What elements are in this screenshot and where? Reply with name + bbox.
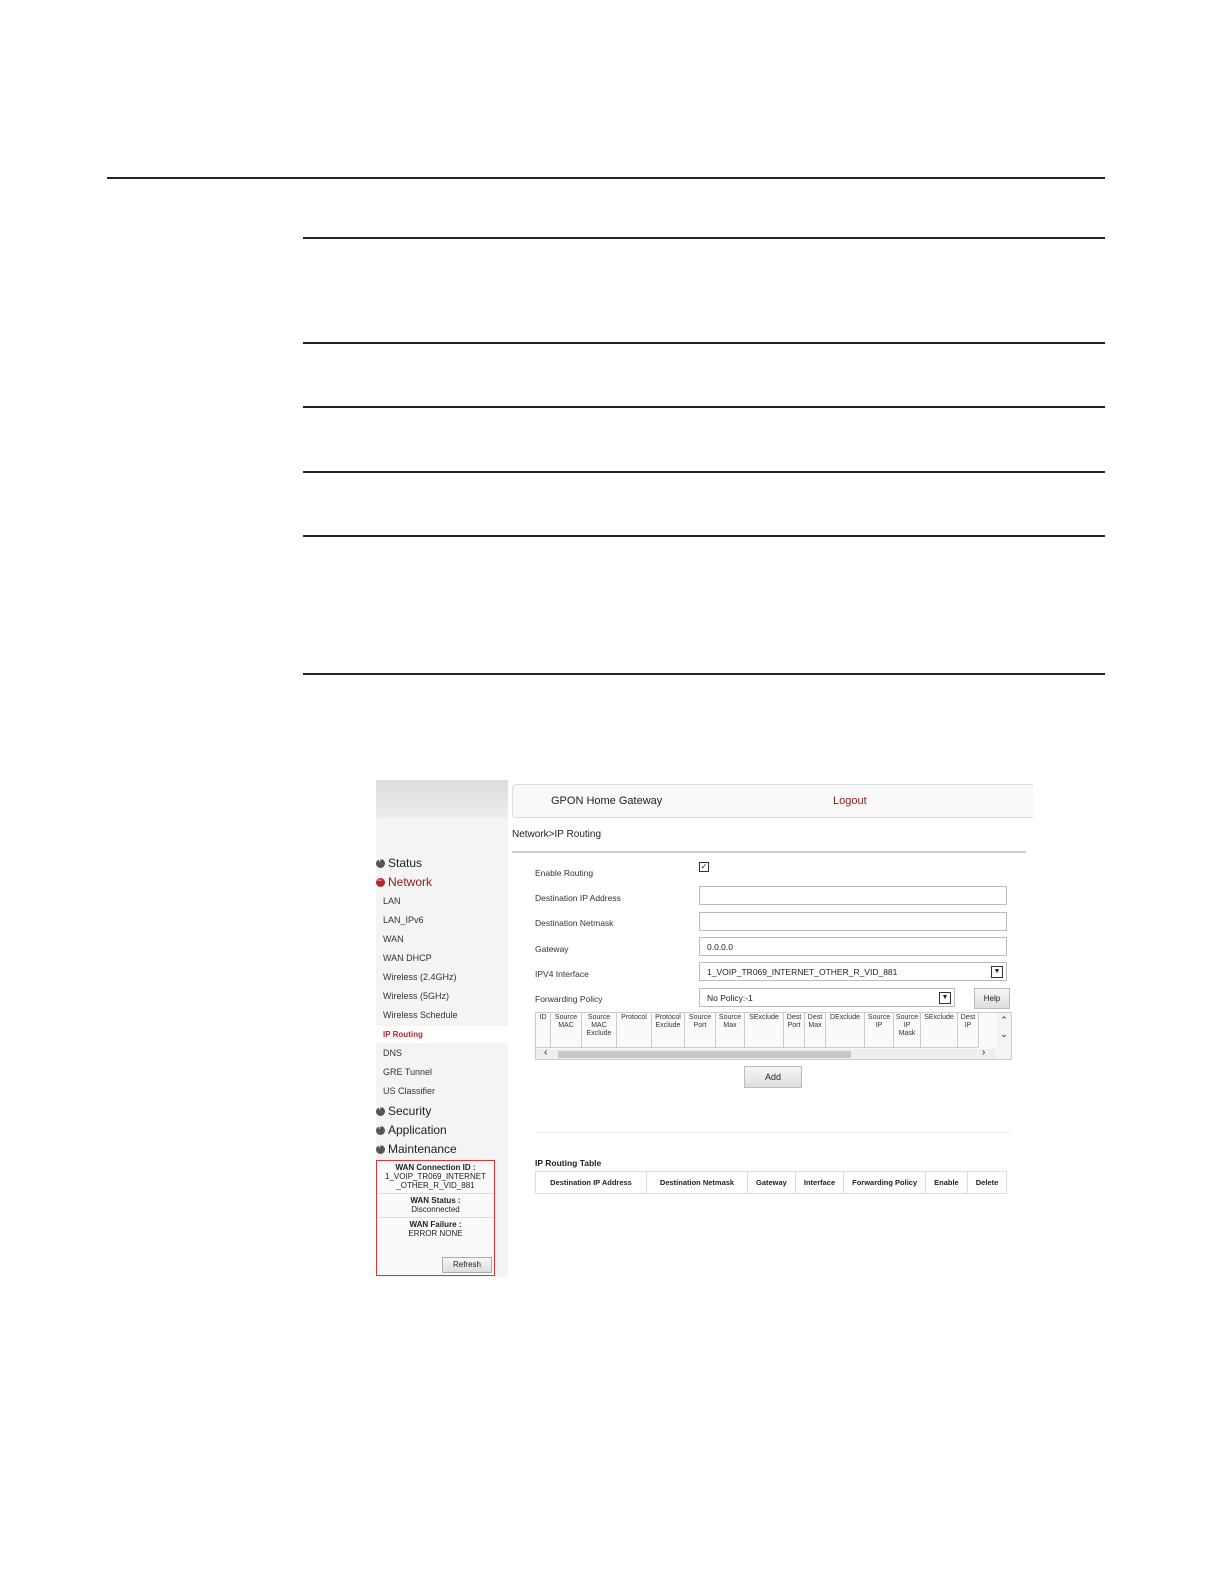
nav-lan[interactable]: LAN — [383, 896, 401, 906]
gateway-input[interactable]: 0.0.0.0 — [699, 937, 1007, 956]
forwarding-policy-select[interactable] — [699, 988, 955, 1007]
rule-1 — [303, 237, 1105, 239]
grid-col-protocol: Protocol — [617, 1013, 652, 1048]
nav-wireless-schedule[interactable]: Wireless Schedule — [383, 1010, 458, 1020]
top-rule — [107, 177, 1105, 179]
sidebar — [376, 780, 508, 1277]
rt-col-forwarding-policy: Forwarding Policy — [844, 1172, 926, 1194]
breadcrumb-divider — [512, 851, 1026, 853]
logout-link[interactable]: Logout — [833, 795, 867, 807]
plus-bullet-icon — [376, 1145, 385, 1154]
wan-connection-value: 1_VOIP_TR069_INTERNET _OTHER_R_VID_881 — [385, 1172, 486, 1190]
wan-failure-section — [377, 1218, 494, 1241]
nav-wireless-5[interactable]: Wireless (5GHz) — [383, 991, 450, 1001]
nav-lan-ipv6[interactable]: LAN_IPv6 — [383, 915, 424, 925]
nav-wireless-24[interactable]: Wireless (2.4GHz) — [383, 972, 457, 982]
router-ui-screenshot — [376, 780, 1032, 1280]
nav-dns[interactable]: DNS — [383, 1048, 403, 1058]
grid-header-row — [536, 1013, 979, 1048]
grid-col-source-max: Source Max — [716, 1013, 745, 1048]
add-button[interactable]: Add — [744, 1066, 802, 1088]
rule-5 — [303, 535, 1105, 537]
rt-col-dest-netmask: Destination Netmask — [647, 1172, 748, 1194]
section-divider — [535, 1132, 1010, 1133]
routing-table — [535, 1171, 1007, 1194]
wan-status-section — [377, 1194, 494, 1218]
grid-col-source-mac-exclude: Source MAC Exclude — [582, 1013, 617, 1048]
rt-col-delete: Delete — [967, 1172, 1007, 1194]
help-button[interactable]: Help — [974, 988, 1010, 1009]
chevron-up-icon: ⌃ — [1000, 1015, 1008, 1025]
rt-col-interface: Interface — [795, 1172, 843, 1194]
minus-bullet-icon — [376, 878, 385, 887]
nav-wan-dhcp[interactable]: WAN DHCP — [383, 953, 432, 963]
dest-ip-input[interactable] — [699, 886, 1007, 905]
nav-status[interactable]: +Status — [376, 856, 422, 870]
grid-col-dest-max: Dest Max — [805, 1013, 826, 1048]
nav-security[interactable]: +Security — [376, 1104, 431, 1118]
scrollbar-thumb[interactable] — [558, 1051, 851, 1058]
rule-4 — [303, 471, 1105, 473]
grid-col-dest-ip: Dest IP — [958, 1013, 979, 1048]
rule-3 — [303, 406, 1105, 408]
ipv4-interface-label: IPV4 Interface — [535, 969, 589, 979]
top-header — [512, 784, 1033, 818]
rt-col-enable: Enable — [926, 1172, 968, 1194]
wan-status-label: WAN Status : — [410, 1196, 461, 1205]
ipv4-interface-select[interactable] — [699, 962, 1007, 981]
enable-routing-checkbox[interactable] — [699, 862, 709, 872]
grid-col-source-port: Source Port — [685, 1013, 716, 1048]
forwarding-policy-value: No Policy:-1 — [707, 993, 753, 1003]
forwarding-policy-label: Forwarding Policy — [535, 994, 603, 1004]
grid-col-dexclude: DExclude — [826, 1013, 865, 1048]
rt-col-gateway: Gateway — [748, 1172, 796, 1194]
rt-col-dest-ip: Destination IP Address — [536, 1172, 647, 1194]
nav-ip-routing[interactable]: IP Routing — [376, 1026, 508, 1043]
wan-failure-label: WAN Failure : — [409, 1220, 462, 1229]
nav-wan[interactable]: WAN — [383, 934, 404, 944]
grid-col-dest-port: Dest Port — [784, 1013, 805, 1048]
breadcrumb: Network>IP Routing — [512, 829, 602, 840]
chevron-left-icon: ‹ — [544, 1047, 548, 1058]
wan-connection-label: WAN Connection ID : — [395, 1163, 476, 1172]
nav-network[interactable]: −Network — [376, 875, 432, 889]
grid-col-source-mac: Source MAC — [551, 1013, 582, 1048]
chevron-down-icon: ▼ — [991, 966, 1003, 978]
sidebar-header — [376, 780, 508, 818]
routing-table-header-row — [536, 1172, 1007, 1194]
horizontal-scrollbar[interactable] — [536, 1049, 996, 1059]
dest-netmask-input[interactable] — [699, 912, 1007, 931]
app-title: GPON Home Gateway — [551, 795, 663, 807]
chevron-down-icon: ⌄ — [1000, 1029, 1008, 1039]
grid-col-id: ID — [536, 1013, 551, 1048]
vertical-scrollbar[interactable] — [997, 1013, 1011, 1059]
plus-bullet-icon — [376, 1107, 385, 1116]
chevron-down-icon: ▼ — [939, 992, 951, 1004]
plus-bullet-icon — [376, 859, 385, 868]
enable-routing-label: Enable Routing — [535, 868, 594, 878]
ipv4-interface-value: 1_VOIP_TR069_INTERNET_OTHER_R_VID_881 — [707, 967, 898, 977]
nav-maintenance[interactable]: +Maintenance — [376, 1142, 457, 1156]
grid-col-source-ip: Source IP — [865, 1013, 894, 1048]
plus-bullet-icon — [376, 1126, 385, 1135]
wan-status-value: Disconnected — [411, 1205, 460, 1214]
grid-col-sexclude-2: SExclude — [921, 1013, 958, 1048]
rule-2 — [303, 342, 1105, 344]
routing-table-title: IP Routing Table — [535, 1158, 602, 1168]
chevron-right-icon: › — [982, 1047, 986, 1058]
grid-col-source-ip-mask: Source IP Mask — [894, 1013, 921, 1048]
grid-col-protocol-exclude: Protocol Exclude — [652, 1013, 685, 1048]
wan-failure-value: ERROR NONE — [408, 1229, 463, 1238]
refresh-button[interactable]: Refresh — [442, 1257, 492, 1273]
dest-netmask-label: Destination Netmask — [535, 918, 614, 928]
checkbox-icon: ✓ — [700, 862, 708, 871]
wan-status-box — [376, 1160, 495, 1276]
nav-us-classifier[interactable]: US Classifier — [383, 1086, 436, 1096]
gateway-label: Gateway — [535, 944, 569, 954]
nav-application[interactable]: +Application — [376, 1123, 447, 1137]
rule-6 — [303, 673, 1105, 675]
classifier-grid — [535, 1012, 1012, 1060]
grid-col-sexclude: SExclude — [745, 1013, 784, 1048]
nav-gre-tunnel[interactable]: GRE Tunnel — [383, 1067, 433, 1077]
dest-ip-label: Destination IP Address — [535, 893, 621, 903]
wan-connection-section — [377, 1161, 494, 1194]
